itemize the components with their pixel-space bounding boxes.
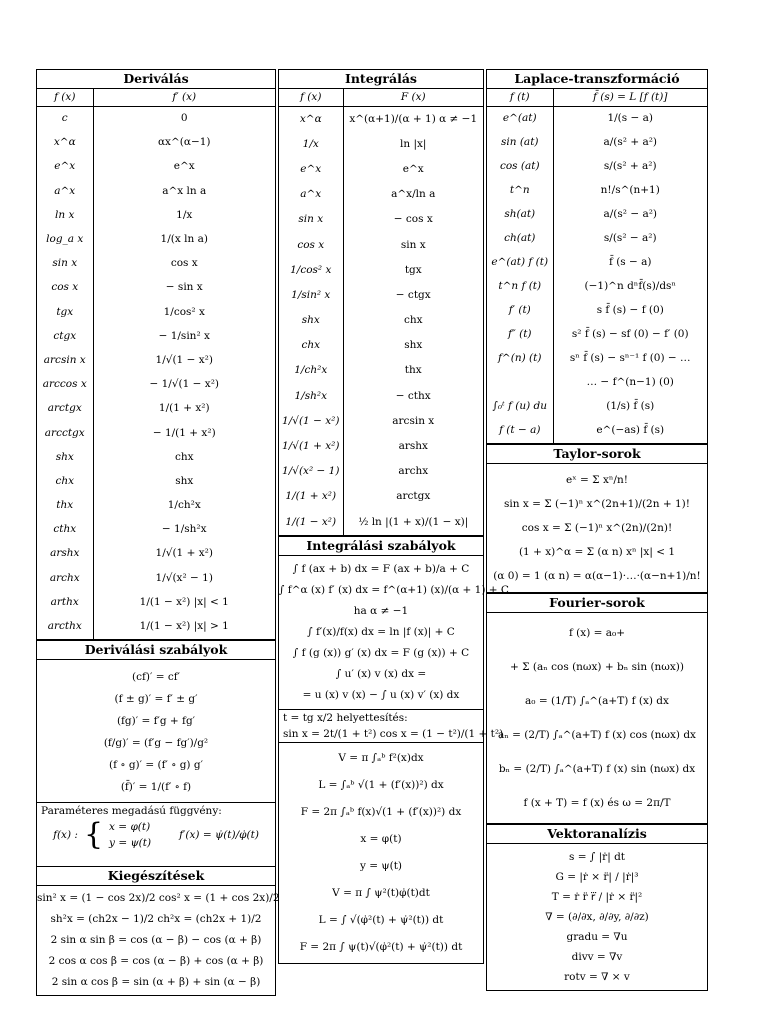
volume-box bbox=[278, 743, 484, 964]
derivative-row bbox=[37, 397, 275, 421]
supplement-line: 2 sin α cos β = sin (α + β) + sin (α − β) bbox=[51, 975, 261, 988]
integral-table bbox=[279, 89, 483, 535]
volume-line: x = φ(t) bbox=[360, 832, 402, 845]
derivative-result-cell: 1/√(1 + x²) bbox=[93, 542, 275, 566]
laplace-function-cell: t^n f (t) bbox=[498, 279, 542, 292]
derivative-result-cell: cos x bbox=[93, 252, 275, 276]
integral-rule-line: ∫ u′ (x) v (x) dx = bbox=[335, 667, 427, 680]
integral-row bbox=[279, 308, 483, 333]
derivative-row bbox=[37, 469, 275, 493]
laplace-function-cell bbox=[487, 371, 553, 395]
integral-function-cell: sin x bbox=[298, 213, 324, 226]
laplace-row bbox=[487, 155, 707, 179]
integral-function-cell: 1/(1 + x²) bbox=[285, 490, 337, 503]
derivative-row bbox=[37, 566, 275, 590]
fourier-box bbox=[486, 593, 708, 824]
derivative-rules-box bbox=[36, 640, 276, 803]
parametric-box bbox=[36, 803, 276, 867]
integral-result-cell: shx bbox=[343, 333, 483, 358]
integral-result-cell: − cos x bbox=[343, 207, 483, 232]
derivative-result-cell: 1/(1 − x²) |x| > 1 bbox=[93, 614, 275, 638]
vector-box bbox=[486, 824, 708, 991]
derivative-row bbox=[37, 227, 275, 251]
derivative-row bbox=[37, 107, 275, 131]
integral-function-cell: a^x bbox=[300, 188, 322, 201]
derivative-result-cell: 0 bbox=[93, 107, 275, 131]
substitution-line-2: sin x = 2t/(1 + t²) cos x = (1 − t²)/(1 + t²) bbox=[283, 727, 504, 740]
derivative-function-cell: ctgx bbox=[53, 329, 77, 342]
laplace-function-cell: sin (at) bbox=[500, 135, 539, 148]
derivative-function-cell: arcthx bbox=[47, 620, 82, 633]
derivative-function-cell: a^x bbox=[54, 184, 76, 197]
laplace-row bbox=[487, 131, 707, 155]
derivative-row bbox=[37, 155, 275, 179]
integral-function-cell: 1/ch²x bbox=[294, 364, 328, 377]
derivative-function-cell: arctgx bbox=[47, 402, 82, 415]
parametric-rhs: f′(x) = ψ̇(t)/φ̇(t) bbox=[179, 828, 259, 841]
derivative-row bbox=[37, 179, 275, 203]
taylor-box bbox=[486, 444, 708, 593]
volume-line: L = ∫ₐᵇ √(1 + (f′(x))²) dx bbox=[318, 778, 444, 791]
fourier-line: bₙ = (2/T) ∫ₐ^(a+T) f (x) sin (nωx) dx bbox=[498, 762, 696, 775]
integral-row bbox=[279, 157, 483, 182]
derivative-function-cell: sin x bbox=[52, 257, 78, 270]
fourier-list bbox=[487, 613, 707, 823]
derivative-function-cell: ln x bbox=[55, 208, 75, 221]
derivative-row bbox=[37, 421, 275, 445]
laplace-row bbox=[487, 275, 707, 299]
parametric-y: y = ψ(t) bbox=[109, 836, 152, 849]
integral-row bbox=[279, 358, 483, 383]
fourier-line: f (x + T) = f (x) és ω = 2π/T bbox=[523, 796, 671, 809]
laplace-function-cell: f″ (t) bbox=[507, 327, 532, 340]
laplace-result-cell: a/(s² + a²) bbox=[553, 131, 707, 155]
derivative-result-cell: e^x bbox=[93, 155, 275, 179]
vector-line: G = |ṙ × r̈| / |ṙ|³ bbox=[555, 870, 639, 883]
laplace-function-cell: f^(n) (t) bbox=[498, 351, 542, 364]
integral-rule-line: ∫ f′(x)/f(x) dx = ln |f (x)| + C bbox=[307, 625, 455, 638]
integral-function-cell: 1/√(x² − 1) bbox=[282, 465, 340, 478]
supplement-line: sin² x = (1 − cos 2x)/2 cos² x = (1 + cos 2x)/2 bbox=[37, 891, 280, 904]
volume-line: F = 2π ∫ ψ(t)√(φ̇²(t) + ψ̇²(t)) dt bbox=[299, 940, 463, 953]
integral-result-cell: arctgx bbox=[343, 484, 483, 509]
taylor-line: cos x = Σ (−1)ⁿ x^(2n)/(2n)! bbox=[521, 521, 673, 534]
fourier-title: Fourier-sorok bbox=[487, 593, 707, 613]
laplace-result-cell: e^(−as) f̄ (s) bbox=[553, 419, 707, 443]
derivative-title: Deriválás bbox=[37, 70, 275, 89]
taylor-line: (1 + x)^α = Σ (α n) xⁿ |x| < 1 bbox=[518, 545, 676, 558]
derivative-result-cell: a^x ln a bbox=[93, 179, 275, 203]
derivative-row bbox=[37, 518, 275, 542]
fourier-line: a₀ = (1/T) ∫ₐ^(a+T) f (x) dx bbox=[525, 694, 669, 707]
integral-rule-line: = u (x) v (x) − ∫ u (x) v′ (x) dx bbox=[302, 688, 460, 701]
integral-function-cell: 1/√(1 + x²) bbox=[282, 440, 340, 453]
fourier-line: + Σ (aₙ cos (nωx) + bₙ sin (nωx)) bbox=[510, 660, 684, 673]
integral-function-cell: cos x bbox=[297, 238, 325, 251]
laplace-table-box bbox=[486, 69, 708, 444]
integral-row bbox=[279, 132, 483, 157]
vector-line: gradu = ∇u bbox=[566, 930, 628, 943]
laplace-function-cell: ∫₀ᵗ f (u) du bbox=[492, 399, 548, 412]
integral-function-cell: shx bbox=[301, 314, 320, 327]
vector-line: s = ∫ |ṙ| dt bbox=[568, 850, 626, 863]
integral-row bbox=[279, 459, 483, 484]
laplace-title: Laplace-transzformáció bbox=[487, 70, 707, 89]
laplace-row bbox=[487, 299, 707, 323]
derivative-result-cell: − sin x bbox=[93, 276, 275, 300]
laplace-function-cell: e^(at) f (t) bbox=[491, 255, 549, 268]
derivative-result-cell: − 1/(1 + x²) bbox=[93, 421, 275, 445]
laplace-function-cell: sh(at) bbox=[504, 207, 536, 220]
integral-result-cell: − ctgx bbox=[343, 283, 483, 308]
parametric-lhs: f(x) : bbox=[53, 828, 78, 841]
supplements-title: Kiegészítések bbox=[37, 867, 275, 886]
taylor-line: eˣ = Σ xⁿ/n! bbox=[566, 473, 628, 486]
integral-rules-box bbox=[278, 536, 509, 710]
integral-table-box bbox=[278, 69, 484, 536]
column-2 bbox=[278, 69, 509, 964]
integral-function-cell: e^x bbox=[300, 162, 322, 175]
supplements-list bbox=[37, 886, 280, 995]
derivative-rule-line: (cf)′ = cf′ bbox=[132, 670, 180, 683]
derivative-rule-line: (f ∘ g)′ = (f′ ∘ g) g′ bbox=[109, 758, 203, 771]
laplace-result-cell: s f̄ (s) − f (0) bbox=[553, 299, 707, 323]
integral-result-cell: tgx bbox=[343, 258, 483, 283]
laplace-function-cell: t^n bbox=[509, 183, 530, 196]
laplace-function-cell: e^(at) bbox=[502, 112, 537, 125]
vector-line: T = ṙ r̈ r⃛ / |ṙ × r̈|² bbox=[551, 890, 643, 903]
derivative-row bbox=[37, 373, 275, 397]
integral-rule-line: ha α ≠ −1 bbox=[353, 604, 409, 617]
integral-result-cell: − cthx bbox=[343, 384, 483, 409]
laplace-result-cell: sⁿ f̄ (s) − sⁿ⁻¹ f (0) − … bbox=[553, 347, 707, 371]
integral-function-cell: x^α bbox=[299, 112, 322, 125]
laplace-table bbox=[487, 89, 707, 443]
integral-rule-line: ∫ f (ax + b) dx = F (ax + b)/a + C bbox=[292, 562, 470, 575]
integral-result-cell: sin x bbox=[343, 232, 483, 257]
laplace-result-cell: (−1)^n dⁿf̄(s)/dsⁿ bbox=[553, 275, 707, 299]
laplace-row bbox=[487, 419, 707, 443]
integral-rules-title: Integrálási szabályok bbox=[279, 536, 483, 556]
derivative-rule-line: (fg)′ = f′g + fg′ bbox=[116, 714, 196, 727]
derivative-function-cell: tgx bbox=[56, 305, 74, 318]
laplace-head-L: f̄ (s) = L [f (t)] bbox=[553, 89, 707, 107]
volume-line: V = π ∫ ψ²(t)φ̇(t)dt bbox=[332, 886, 430, 899]
integral-head-F: F (x) bbox=[343, 89, 483, 107]
derivative-result-cell: 1/cos² x bbox=[93, 300, 275, 324]
integral-function-cell: 1/sin² x bbox=[291, 288, 331, 301]
fourier-line: aₙ = (2/T) ∫ₐ^(a+T) f (x) cos (nωx) dx bbox=[498, 728, 696, 741]
laplace-row bbox=[487, 395, 707, 419]
derivative-function-cell: c bbox=[61, 112, 68, 125]
taylor-line: (α 0) = 1 (α n) = α(α−1)·…·(α−n+1)/n! bbox=[493, 569, 701, 582]
laplace-head-f: f (t) bbox=[487, 89, 553, 107]
derivative-row bbox=[37, 276, 275, 300]
taylor-title: Taylor-sorok bbox=[487, 444, 707, 464]
vector-list bbox=[487, 844, 707, 990]
derivative-result-cell: 1/(x ln a) bbox=[93, 227, 275, 251]
derivative-function-cell: e^x bbox=[54, 160, 76, 173]
volume-line: L = ∫ √(φ̇²(t) + ψ̇²(t)) dt bbox=[318, 913, 444, 926]
integral-row bbox=[279, 107, 483, 132]
derivative-table-box bbox=[36, 69, 276, 640]
integral-result-cell: a^x/ln a bbox=[343, 182, 483, 207]
derivative-rules-list bbox=[37, 660, 275, 802]
column-1 bbox=[36, 69, 280, 996]
derivative-row bbox=[37, 131, 275, 155]
derivative-result-cell: − 1/sh²x bbox=[93, 518, 275, 542]
derivative-result-cell: 1/√(1 − x²) bbox=[93, 348, 275, 372]
derivative-row bbox=[37, 542, 275, 566]
integral-result-cell: ln |x| bbox=[343, 132, 483, 157]
derivative-rule-line: (f̄)′ = 1/(f′ ∘ f) bbox=[120, 780, 192, 793]
derivative-table bbox=[37, 89, 275, 639]
integral-row bbox=[279, 232, 483, 257]
laplace-function-cell: f′ (t) bbox=[508, 303, 531, 316]
integral-function-cell: 1/sh²x bbox=[294, 389, 327, 402]
laplace-function-cell: ch(at) bbox=[504, 231, 536, 244]
vector-line: divv = ∇v bbox=[571, 950, 623, 963]
laplace-row bbox=[487, 107, 707, 131]
integral-row bbox=[279, 384, 483, 409]
laplace-row bbox=[487, 179, 707, 203]
derivative-result-cell: 1/ch²x bbox=[93, 494, 275, 518]
derivative-result-cell: 1/(1 − x²) |x| < 1 bbox=[93, 590, 275, 614]
integral-row bbox=[279, 409, 483, 434]
supplements-box bbox=[36, 867, 280, 996]
derivative-function-cell: chx bbox=[55, 474, 75, 487]
derivative-function-cell: x^α bbox=[53, 136, 76, 149]
supplement-line: 2 cos α cos β = cos (α − β) + cos (α + β) bbox=[48, 954, 264, 967]
integral-rules-list bbox=[279, 556, 509, 709]
derivative-function-cell: cthx bbox=[53, 523, 77, 536]
derivative-row bbox=[37, 324, 275, 348]
supplement-line: 2 sin α sin β = cos (α − β) − cos (α + β) bbox=[50, 933, 262, 946]
volume-line: F = 2π ∫ₐᵇ f(x)√(1 + (f′(x))²) dx bbox=[300, 805, 462, 818]
derivative-row bbox=[37, 445, 275, 469]
integral-result-cell: thx bbox=[343, 358, 483, 383]
integral-result-cell: chx bbox=[343, 308, 483, 333]
derivative-function-cell: arshx bbox=[50, 547, 80, 560]
derivative-rules-title: Deriválási szabályok bbox=[37, 640, 275, 660]
laplace-result-cell: f̄ (s − a) bbox=[553, 251, 707, 275]
laplace-result-cell: s² f̄ (s) − sf (0) − f′ (0) bbox=[553, 323, 707, 347]
derivative-result-cell: shx bbox=[93, 469, 275, 493]
column-3 bbox=[486, 69, 708, 991]
derivative-row bbox=[37, 252, 275, 276]
integral-result-cell: e^x bbox=[343, 157, 483, 182]
volume-line: y = ψ(t) bbox=[359, 859, 403, 872]
laplace-row bbox=[487, 347, 707, 371]
volume-list bbox=[279, 745, 483, 961]
vector-line: ∇ = (∂/∂x, ∂/∂y, ∂/∂z) bbox=[545, 910, 649, 923]
integral-row bbox=[279, 434, 483, 459]
laplace-result-cell: … − f^(n−1) (0) bbox=[553, 371, 707, 395]
taylor-line: sin x = Σ (−1)ⁿ x^(2n+1)/(2n + 1)! bbox=[504, 497, 690, 510]
derivative-row bbox=[37, 348, 275, 372]
laplace-result-cell: s/(s² + a²) bbox=[553, 155, 707, 179]
derivative-rule-line: (f/g)′ = (f′g − fg′)/g² bbox=[103, 736, 209, 749]
derivative-result-cell: − 1/sin² x bbox=[93, 324, 275, 348]
derivative-row bbox=[37, 203, 275, 227]
substitution-line-1: t = tg x/2 helyettesítés: bbox=[283, 711, 408, 724]
derivative-function-cell: arccos x bbox=[42, 378, 87, 391]
laplace-row bbox=[487, 323, 707, 347]
derivative-function-cell: log_a x bbox=[46, 233, 84, 246]
derivative-function-cell: archx bbox=[49, 571, 80, 584]
derivative-result-cell: 1/(1 + x²) bbox=[93, 397, 275, 421]
derivative-head-df: f′ (x) bbox=[93, 89, 275, 107]
derivative-result-cell: 1/x bbox=[93, 203, 275, 227]
derivative-result-cell: − 1/√(1 − x²) bbox=[93, 373, 275, 397]
derivative-row bbox=[37, 494, 275, 518]
substitution-box bbox=[278, 710, 504, 743]
parametric-x: x = φ(t) bbox=[109, 820, 151, 833]
integral-row bbox=[279, 258, 483, 283]
derivative-result-cell: 1/√(x² − 1) bbox=[93, 566, 275, 590]
derivative-result-cell: αx^(α−1) bbox=[93, 131, 275, 155]
laplace-function-cell: cos (at) bbox=[499, 159, 540, 172]
integral-function-cell: 1/x bbox=[302, 137, 319, 150]
integral-rule-line: ∫ f (g (x)) g′ (x) dx = F (g (x)) + C bbox=[292, 646, 470, 659]
laplace-row bbox=[487, 371, 707, 395]
taylor-list bbox=[487, 464, 707, 592]
integral-function-cell: chx bbox=[301, 339, 321, 352]
volume-line: V = π ∫ₐᵇ f²(x)dx bbox=[338, 751, 424, 764]
integral-row bbox=[279, 182, 483, 207]
laplace-result-cell: 1/(s − a) bbox=[553, 107, 707, 131]
derivative-result-cell: chx bbox=[93, 445, 275, 469]
integral-result-cell: ½ ln |(1 + x)/(1 − x)| bbox=[343, 510, 483, 535]
laplace-row bbox=[487, 251, 707, 275]
supplement-line: sh²x = (ch2x − 1)/2 ch²x = (ch2x + 1)/2 bbox=[50, 912, 262, 925]
integral-rule-line: ∫ f^α (x) f′ (x) dx = f^(α+1) (x)/(α + 1) + C bbox=[279, 583, 509, 596]
laplace-result-cell: (1/s) f̄ (s) bbox=[553, 395, 707, 419]
integral-function-cell: 1/√(1 − x²) bbox=[282, 414, 340, 427]
integral-row bbox=[279, 207, 483, 232]
integral-result-cell: x^(α+1)/(α + 1) α ≠ −1 bbox=[343, 107, 483, 132]
derivative-row bbox=[37, 590, 275, 614]
parametric-title: Paraméteres megadású függvény: bbox=[41, 804, 222, 817]
vector-title: Vektoranalízis bbox=[487, 824, 707, 844]
integral-head-f: f (x) bbox=[279, 89, 343, 107]
derivative-row bbox=[37, 300, 275, 324]
laplace-row bbox=[487, 203, 707, 227]
derivative-function-cell: arthx bbox=[50, 595, 79, 608]
vector-line: rotv = ∇ × v bbox=[564, 970, 630, 983]
derivative-function-cell: shx bbox=[55, 450, 74, 463]
laplace-result-cell: a/(s² − a²) bbox=[553, 203, 707, 227]
integral-row bbox=[279, 510, 483, 535]
integral-row bbox=[279, 484, 483, 509]
derivative-function-cell: thx bbox=[56, 499, 74, 512]
integral-title: Integrálás bbox=[279, 70, 483, 89]
derivative-function-cell: cos x bbox=[51, 281, 79, 294]
integral-result-cell: arcsin x bbox=[343, 409, 483, 434]
integral-row bbox=[279, 283, 483, 308]
laplace-result-cell: s/(s² − a²) bbox=[553, 227, 707, 251]
brace-icon: { bbox=[83, 816, 104, 852]
integral-function-cell: 1/cos² x bbox=[290, 263, 332, 276]
laplace-function-cell: f (t − a) bbox=[499, 423, 541, 436]
integral-row bbox=[279, 333, 483, 358]
integral-result-cell: archx bbox=[343, 459, 483, 484]
integral-function-cell: 1/(1 − x²) bbox=[285, 515, 337, 528]
derivative-head-f: f (x) bbox=[37, 89, 93, 107]
derivative-function-cell: arcctgx bbox=[44, 426, 85, 439]
derivative-rule-line: (f ± g)′ = f′ ± g′ bbox=[114, 692, 198, 705]
laplace-result-cell: n!/s^(n+1) bbox=[553, 179, 707, 203]
derivative-function-cell: arcsin x bbox=[43, 353, 86, 366]
derivative-row bbox=[37, 614, 275, 638]
fourier-line: f (x) = a₀+ bbox=[568, 626, 626, 639]
integral-result-cell: arshx bbox=[343, 434, 483, 459]
laplace-row bbox=[487, 227, 707, 251]
